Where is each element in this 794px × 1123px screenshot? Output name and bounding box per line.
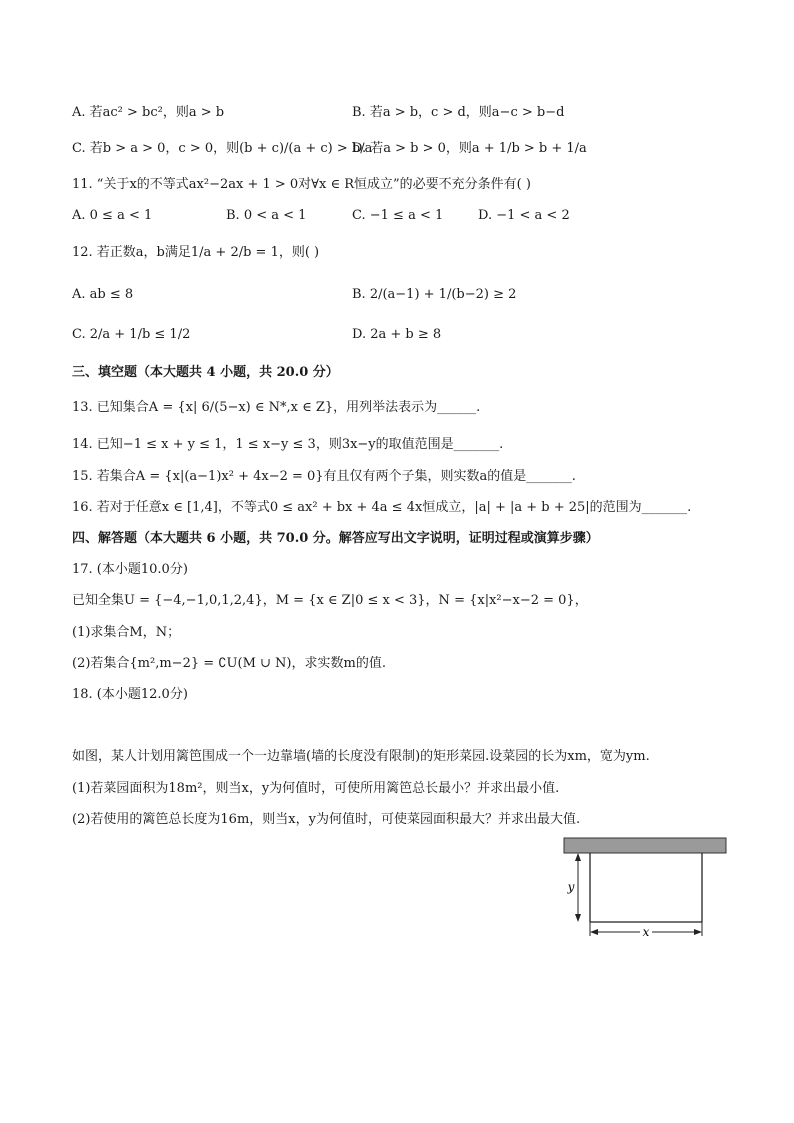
q17-part-2: (2)若集合{m²,m−2} = ∁U(M ∪ N)，求实数m的值. bbox=[72, 656, 386, 671]
q12-option-c: C. 2/a + 1/b ≤ 1/2 bbox=[72, 327, 191, 342]
q18-header: 18. (本小题12.0分) bbox=[72, 687, 188, 702]
q10-option-c: C. 若b > a > 0，c > 0，则(b + c)/(a + c) > b/a bbox=[72, 141, 373, 156]
x-arrow-left bbox=[590, 929, 598, 935]
x-label: x bbox=[642, 925, 650, 939]
q18-part-1: (1)若菜园面积为18m²，则当x，y为何值时，可使所用篱笆总长最小？并求出最小值. bbox=[72, 781, 560, 796]
y-arrow-top bbox=[575, 853, 581, 861]
q18-description: 如图，某人计划用篱笆围成一个一边靠墙(墙的长度没有限制)的矩形菜园.设菜园的长为xm，宽为ym. bbox=[72, 749, 650, 764]
q11-option-c: C. −1 ≤ a < 1 bbox=[352, 208, 444, 223]
garden-figure bbox=[560, 836, 730, 940]
q16: 16. 若对于任意x ∈ [1,4]，不等式0 ≤ ax² + bx + 4a ≤ 4x恒成立，|a| + |a + b + 25|的范围为_______. bbox=[72, 500, 692, 515]
q11-option-a: A. 0 ≤ a < 1 bbox=[72, 208, 153, 223]
q17-header: 17. (本小题10.0分) bbox=[72, 562, 188, 577]
q17-given: 已知全集U = {−4,−1,0,1,2,4}，M = {x ∈ Z|0 ≤ x < 3}，N = {x|x²−x−2 = 0}， bbox=[72, 593, 588, 608]
y-arrow-bottom bbox=[575, 914, 581, 922]
q13: 13. 已知集合A = {x| 6/(5−x) ∈ N*,x ∈ Z}，用列举法表示为______. bbox=[72, 400, 481, 415]
q11-stem: 11. “关于x的不等式ax²−2ax + 1 > 0对∀x ∈ R恒成立”的必要不充分条件有( ) bbox=[72, 177, 531, 192]
x-arrow-right bbox=[694, 929, 702, 935]
q12-stem: 12. 若正数a，b满足1/a + 2/b = 1，则( ) bbox=[72, 245, 320, 260]
q14: 14. 已知−1 ≤ x + y ≤ 1，1 ≤ x−y ≤ 3，则3x−y的取值范围是_______. bbox=[72, 437, 504, 452]
q12-option-b: B. 2/(a−1) + 1/(b−2) ≥ 2 bbox=[352, 287, 517, 302]
wall bbox=[564, 838, 726, 853]
q11-option-d: D. −1 < a < 2 bbox=[478, 208, 570, 223]
q10-option-a: A. 若ac² > bc²，则a > b bbox=[72, 105, 225, 120]
q10-option-d: D. 若a > b > 0，则a + 1/b > b + 1/a bbox=[352, 141, 587, 156]
q12-option-a: A. ab ≤ 8 bbox=[72, 287, 134, 302]
y-label: y bbox=[567, 880, 575, 894]
section-3-heading: 三、填空题（本大题共 4 小题，共 20.0 分） bbox=[72, 365, 339, 380]
section-4-heading: 四、解答题（本大题共 6 小题，共 70.0 分。解答应写出文字说明，证明过程或演算步骤） bbox=[72, 531, 599, 546]
q15: 15. 若集合A = {x|(a−1)x² + 4x−2 = 0}有且仅有两个子集，则实数a的值是_______. bbox=[72, 469, 576, 484]
q18-part-2: (2)若使用的篱笆总长度为16m，则当x，y为何值时，可使菜园面积最大？并求出最大值. bbox=[72, 812, 581, 827]
q11-option-b: B. 0 < a < 1 bbox=[226, 208, 307, 223]
q10-option-b: B. 若a > b，c > d，则a−c > b−d bbox=[352, 105, 565, 120]
q17-part-1: (1)求集合M，N； bbox=[72, 625, 181, 640]
q12-option-d: D. 2a + b ≥ 8 bbox=[352, 327, 442, 342]
